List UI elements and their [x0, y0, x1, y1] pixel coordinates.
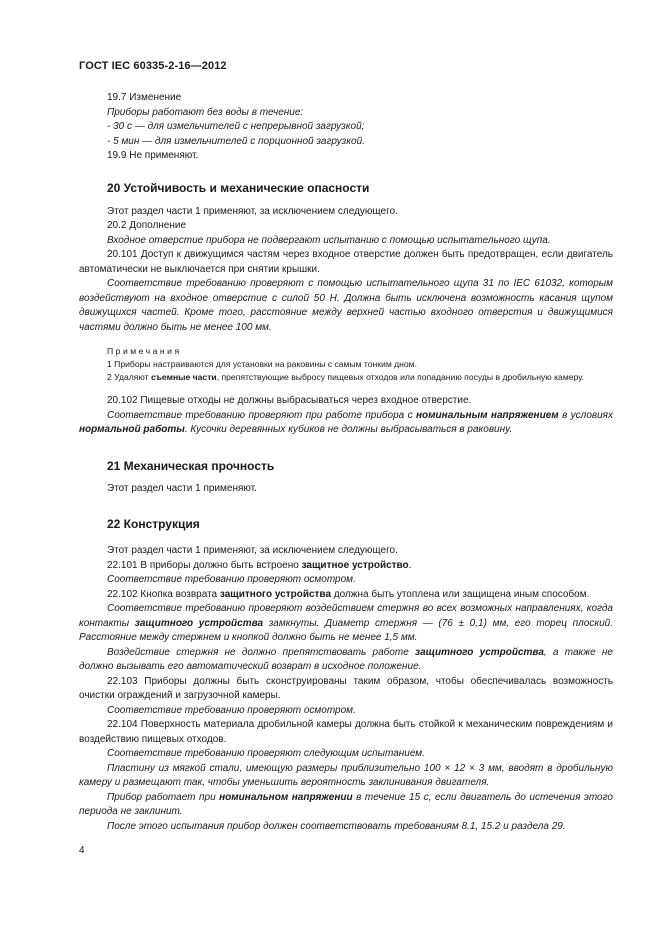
text-run: 22.102 Кнопка возврата — [107, 588, 220, 600]
text-run: Соответствие требованию проверяют при работе прибора с — [107, 409, 417, 421]
paragraph: Входное отверстие прибора не подвергают испытанию с помощью испытательного щупа. — [107, 234, 551, 246]
text-run: . — [408, 559, 412, 571]
term-protective-device: защитного устройства — [134, 617, 264, 629]
term-normal-operation: нормальной работы — [79, 424, 185, 435]
paragraph: Пластину из мягкой стали, имеющую размеры приблизительно 100 × 12 × 3 мм, вводят в дробильную камеру и размещают так, чтобы уменьшить вероятность заклинивания двигателя. — [79, 762, 613, 788]
text-run: , а также не должно вызывать его автоматический возврат в исходное положение. — [79, 646, 613, 672]
text-run: в течение 15 с, если двигатель до истечения этого периода не заклинит. — [79, 791, 613, 817]
paragraph — [79, 646, 613, 675]
paragraph: Этот раздел части 1 применяют, за исключением следующего. — [107, 545, 398, 556]
notes-title: Примечания — [107, 346, 182, 356]
section-21-heading: 21 Механическая прочность — [107, 458, 275, 473]
text-run: Воздействие стержня не должно препятствовать работе — [107, 646, 416, 658]
paragraph: Соответствие требованию проверяют с помощью испытательного щупа 31 по IEC 61032, которым воздействуют на входное отверстие с силой 50 Н. Должна быть исключена возможность касания щупом движущихся частей. Кроме того, расстояние между верхней частью входного отверстия и движущимися частями должно быть не менее 100 мм. — [79, 278, 613, 333]
clause-19-7: 19.7 Изменение — [107, 92, 182, 103]
section-22-heading: 22 Конструкция — [107, 517, 200, 531]
term-removable-parts: съемные части — [151, 372, 217, 382]
text-run: . Кусочки деревянных кубиков не должны выбрасываться в раковину. — [184, 424, 513, 435]
text-run: должна быть утоплена или защищена иным способом. — [331, 588, 590, 600]
paragraph: Этот раздел части 1 применяют. — [107, 482, 257, 494]
term-rated-voltage: номинальном напряжении — [219, 791, 353, 803]
clause-20-2: 20.2 Дополнение — [107, 220, 187, 231]
paragraph — [79, 409, 613, 438]
clause-20-102: 20.102 Пищевые отходы не должны выбрасываться через входное отверстие. — [107, 395, 472, 406]
term-protective-device: защитного устройства — [219, 588, 332, 600]
note-2-text: , препятствующие выбросу пищевых отходов или попаданию посуды в дробильную камеру. — [216, 372, 585, 382]
section-20-heading: 20 Устойчивость и механические опасности — [107, 180, 370, 195]
bullet-item: - 30 с — для измельчителей с непрерывной загрузкой; — [107, 121, 365, 132]
text-run: 22.101 В приборы должно быть встроено — [107, 559, 302, 571]
term-protective-device: защитное устройство — [301, 559, 409, 571]
bullet-item: - 5 мин — для измельчителей с порционной загрузкой. — [107, 135, 365, 147]
paragraph: После этого испытания прибор должен соответствовать требованиям 8.1, 15.2 и раздела 29. — [107, 820, 566, 832]
document-header: ГОСТ IEC 60335-2-16—2012 — [79, 60, 227, 72]
term-protective-device: защитного устройства — [415, 646, 544, 658]
paragraph: Соответствие требованию проверяют осмотром. — [107, 574, 356, 585]
paragraph: Соответствие требованию проверяют следующим испытанием. — [107, 748, 425, 759]
text-run: Прибор работает при — [107, 791, 220, 803]
note-2 — [79, 371, 613, 384]
note-1: 1 Приборы настраиваются для установки на раковины с самым тонким дном. — [107, 359, 417, 369]
paragraph: Соответствие требованию проверяют осмотром. — [107, 704, 356, 716]
clause-22-101 — [79, 559, 613, 574]
clause-22-103: 22.103 Приборы должны быть сконструированы таким образом, чтобы обеспечивалась возможность очистки ограждений и загрузочной камеры. — [79, 675, 613, 701]
term-rated-voltage: номинальным напряжением — [416, 409, 559, 421]
document-body — [79, 91, 613, 834]
paragraph: Этот раздел части 1 применяют, за исключением следующего. — [107, 205, 398, 217]
text-run: Соответствие требованию проверяют воздействием стержня во всех возможных направлениях, когда контакты — [79, 603, 613, 629]
text-run: в условиях — [558, 409, 613, 421]
paragraph — [79, 602, 613, 646]
clause-19-7-text: Приборы работают без воды в течение: — [107, 106, 304, 118]
clause-19-9: 19.9 Не применяют. — [107, 150, 199, 161]
note-2-text: 2 Удаляют — [107, 372, 151, 382]
page-number: 4 — [79, 845, 85, 856]
clause-22-102 — [79, 588, 613, 603]
clause-22-104: 22.104 Поверхность материала дробильной камеры должна быть стойкой к механическим повреждениям и воздействию пищевых отходов. — [79, 719, 613, 745]
text-run: замкнуты. Диаметр стержня — (76 ± 0,1) мм, его торец плоский. Расстояние между стержнем и кнопкой должно быть не менее 1,5 мм. — [79, 617, 613, 643]
clause-20-101: 20.101 Доступ к движущимся частям через входное отверстие должен быть предотвращен, если двигатель автоматически не выключается при снятии крышки. — [79, 249, 613, 275]
paragraph — [79, 791, 613, 820]
